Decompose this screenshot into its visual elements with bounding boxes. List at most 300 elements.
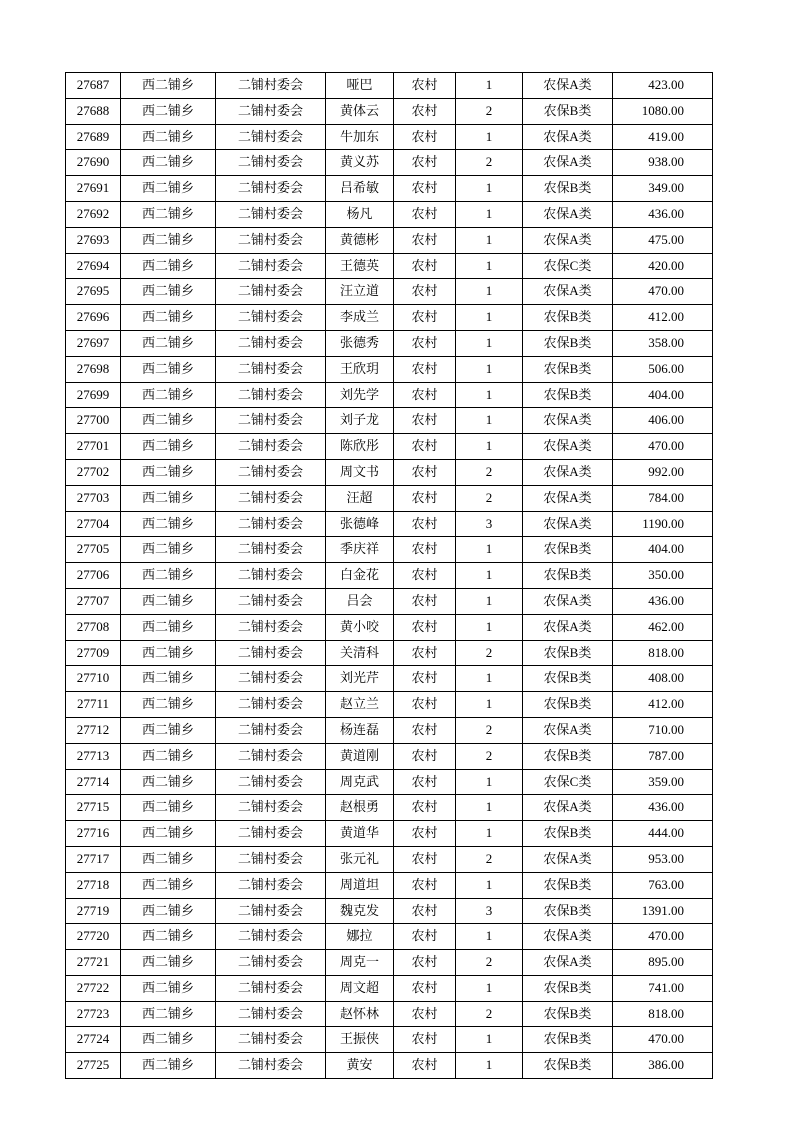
cell-amount: 419.00	[613, 124, 713, 150]
cell-amount: 350.00	[613, 563, 713, 589]
cell-category: 农保A类	[523, 795, 613, 821]
cell-village: 二铺村委会	[216, 253, 326, 279]
cell-name: 汪超	[326, 485, 394, 511]
table-row	[66, 924, 713, 950]
table-row	[66, 330, 713, 356]
cell-name: 黄道刚	[326, 743, 394, 769]
cell-township: 西二铺乡	[121, 176, 216, 202]
cell-township: 西二铺乡	[121, 640, 216, 666]
cell-category: 农保A类	[523, 124, 613, 150]
cell-count: 1	[456, 73, 523, 99]
cell-count: 1	[456, 769, 523, 795]
cell-category: 农保B类	[523, 975, 613, 1001]
cell-count: 1	[456, 356, 523, 382]
cell-name: 黄德彬	[326, 227, 394, 253]
cell-name: 黄安	[326, 1053, 394, 1079]
cell-category: 农保B类	[523, 176, 613, 202]
cell-amount: 462.00	[613, 614, 713, 640]
cell-amount: 953.00	[613, 846, 713, 872]
cell-amount: 358.00	[613, 330, 713, 356]
cell-village: 二铺村委会	[216, 330, 326, 356]
cell-village: 二铺村委会	[216, 434, 326, 460]
cell-type: 农村	[394, 898, 456, 924]
cell-serial: 27697	[66, 330, 121, 356]
cell-category: 农保A类	[523, 408, 613, 434]
cell-type: 农村	[394, 614, 456, 640]
cell-count: 1	[456, 176, 523, 202]
cell-type: 农村	[394, 666, 456, 692]
cell-name: 杨凡	[326, 201, 394, 227]
table-row	[66, 769, 713, 795]
cell-amount: 423.00	[613, 73, 713, 99]
cell-category: 农保A类	[523, 485, 613, 511]
table-row	[66, 485, 713, 511]
table-row	[66, 950, 713, 976]
table-row	[66, 537, 713, 563]
cell-serial: 27700	[66, 408, 121, 434]
cell-village: 二铺村委会	[216, 73, 326, 99]
cell-type: 农村	[394, 408, 456, 434]
cell-count: 1	[456, 975, 523, 1001]
cell-village: 二铺村委会	[216, 356, 326, 382]
cell-amount: 404.00	[613, 382, 713, 408]
cell-serial: 27702	[66, 459, 121, 485]
cell-serial: 27717	[66, 846, 121, 872]
cell-count: 2	[456, 950, 523, 976]
cell-village: 二铺村委会	[216, 98, 326, 124]
cell-count: 1	[456, 408, 523, 434]
cell-serial: 27693	[66, 227, 121, 253]
cell-amount: 470.00	[613, 924, 713, 950]
table-row	[66, 743, 713, 769]
cell-type: 农村	[394, 563, 456, 589]
cell-type: 农村	[394, 227, 456, 253]
cell-category: 农保B类	[523, 305, 613, 331]
cell-type: 农村	[394, 434, 456, 460]
cell-serial: 27708	[66, 614, 121, 640]
cell-village: 二铺村委会	[216, 408, 326, 434]
cell-type: 农村	[394, 924, 456, 950]
table-row	[66, 614, 713, 640]
table-row	[66, 1053, 713, 1079]
cell-township: 西二铺乡	[121, 1027, 216, 1053]
cell-count: 1	[456, 563, 523, 589]
cell-type: 农村	[394, 150, 456, 176]
cell-serial: 27705	[66, 537, 121, 563]
cell-village: 二铺村委会	[216, 769, 326, 795]
cell-category: 农保B类	[523, 692, 613, 718]
cell-township: 西二铺乡	[121, 614, 216, 640]
cell-amount: 784.00	[613, 485, 713, 511]
cell-serial: 27701	[66, 434, 121, 460]
cell-name: 牛加东	[326, 124, 394, 150]
cell-village: 二铺村委会	[216, 305, 326, 331]
cell-type: 农村	[394, 382, 456, 408]
cell-village: 二铺村委会	[216, 666, 326, 692]
cell-township: 西二铺乡	[121, 537, 216, 563]
cell-count: 1	[456, 692, 523, 718]
cell-type: 农村	[394, 201, 456, 227]
cell-village: 二铺村委会	[216, 279, 326, 305]
cell-serial: 27713	[66, 743, 121, 769]
cell-category: 农保A类	[523, 434, 613, 460]
cell-type: 农村	[394, 253, 456, 279]
table-row	[66, 150, 713, 176]
cell-category: 农保B类	[523, 640, 613, 666]
cell-category: 农保A类	[523, 279, 613, 305]
table-row	[66, 227, 713, 253]
cell-name: 赵立兰	[326, 692, 394, 718]
cell-category: 农保A类	[523, 717, 613, 743]
cell-name: 周克一	[326, 950, 394, 976]
cell-township: 西二铺乡	[121, 253, 216, 279]
cell-amount: 938.00	[613, 150, 713, 176]
cell-name: 白金花	[326, 563, 394, 589]
cell-serial: 27714	[66, 769, 121, 795]
cell-village: 二铺村委会	[216, 640, 326, 666]
table-row	[66, 434, 713, 460]
cell-village: 二铺村委会	[216, 485, 326, 511]
cell-serial: 27722	[66, 975, 121, 1001]
cell-serial: 27704	[66, 511, 121, 537]
cell-amount: 470.00	[613, 1027, 713, 1053]
cell-amount: 475.00	[613, 227, 713, 253]
cell-township: 西二铺乡	[121, 434, 216, 460]
table-row	[66, 124, 713, 150]
cell-count: 1	[456, 253, 523, 279]
cell-count: 1	[456, 201, 523, 227]
cell-category: 农保A类	[523, 227, 613, 253]
cell-name: 黄义苏	[326, 150, 394, 176]
cell-count: 1	[456, 872, 523, 898]
cell-name: 魏克发	[326, 898, 394, 924]
table-row	[66, 692, 713, 718]
cell-village: 二铺村委会	[216, 1053, 326, 1079]
cell-township: 西二铺乡	[121, 279, 216, 305]
cell-amount: 1080.00	[613, 98, 713, 124]
cell-name: 王振侠	[326, 1027, 394, 1053]
cell-serial: 27691	[66, 176, 121, 202]
table-row	[66, 98, 713, 124]
cell-category: 农保A类	[523, 846, 613, 872]
cell-village: 二铺村委会	[216, 950, 326, 976]
cell-village: 二铺村委会	[216, 537, 326, 563]
cell-type: 农村	[394, 795, 456, 821]
cell-amount: 436.00	[613, 588, 713, 614]
cell-village: 二铺村委会	[216, 459, 326, 485]
table-row	[66, 408, 713, 434]
cell-serial: 27709	[66, 640, 121, 666]
cell-township: 西二铺乡	[121, 588, 216, 614]
cell-township: 西二铺乡	[121, 821, 216, 847]
cell-serial: 27698	[66, 356, 121, 382]
cell-name: 赵怀林	[326, 1001, 394, 1027]
cell-serial: 27724	[66, 1027, 121, 1053]
table-row	[66, 563, 713, 589]
table-row	[66, 1027, 713, 1053]
cell-serial: 27687	[66, 73, 121, 99]
cell-category: 农保A类	[523, 459, 613, 485]
cell-serial: 27696	[66, 305, 121, 331]
cell-category: 农保B类	[523, 330, 613, 356]
cell-township: 西二铺乡	[121, 73, 216, 99]
cell-village: 二铺村委会	[216, 975, 326, 1001]
cell-township: 西二铺乡	[121, 201, 216, 227]
cell-count: 1	[456, 795, 523, 821]
cell-count: 1	[456, 434, 523, 460]
table-row	[66, 1001, 713, 1027]
cell-township: 西二铺乡	[121, 227, 216, 253]
cell-village: 二铺村委会	[216, 150, 326, 176]
cell-type: 农村	[394, 821, 456, 847]
pension-roster-table	[65, 72, 713, 1079]
table-row	[66, 898, 713, 924]
cell-serial: 27692	[66, 201, 121, 227]
cell-count: 1	[456, 124, 523, 150]
cell-serial: 27719	[66, 898, 121, 924]
cell-township: 西二铺乡	[121, 330, 216, 356]
cell-township: 西二铺乡	[121, 692, 216, 718]
cell-amount: 818.00	[613, 1001, 713, 1027]
cell-type: 农村	[394, 769, 456, 795]
cell-serial: 27723	[66, 1001, 121, 1027]
cell-count: 2	[456, 743, 523, 769]
cell-village: 二铺村委会	[216, 821, 326, 847]
cell-category: 农保C类	[523, 253, 613, 279]
cell-type: 农村	[394, 485, 456, 511]
table-sheet	[65, 72, 712, 1079]
cell-township: 西二铺乡	[121, 356, 216, 382]
table-row	[66, 640, 713, 666]
cell-category: 农保B类	[523, 537, 613, 563]
cell-name: 李成兰	[326, 305, 394, 331]
cell-township: 西二铺乡	[121, 511, 216, 537]
cell-type: 农村	[394, 640, 456, 666]
cell-amount: 349.00	[613, 176, 713, 202]
cell-count: 1	[456, 666, 523, 692]
cell-township: 西二铺乡	[121, 382, 216, 408]
cell-township: 西二铺乡	[121, 408, 216, 434]
cell-amount: 359.00	[613, 769, 713, 795]
cell-village: 二铺村委会	[216, 201, 326, 227]
cell-type: 农村	[394, 1027, 456, 1053]
cell-amount: 741.00	[613, 975, 713, 1001]
cell-township: 西二铺乡	[121, 150, 216, 176]
cell-amount: 506.00	[613, 356, 713, 382]
cell-serial: 27720	[66, 924, 121, 950]
cell-serial: 27721	[66, 950, 121, 976]
cell-village: 二铺村委会	[216, 176, 326, 202]
cell-category: 农保B类	[523, 743, 613, 769]
cell-amount: 787.00	[613, 743, 713, 769]
table-row	[66, 176, 713, 202]
cell-category: 农保B类	[523, 898, 613, 924]
cell-count: 2	[456, 846, 523, 872]
cell-type: 农村	[394, 279, 456, 305]
cell-village: 二铺村委会	[216, 872, 326, 898]
table-row	[66, 459, 713, 485]
cell-village: 二铺村委会	[216, 795, 326, 821]
cell-amount: 444.00	[613, 821, 713, 847]
table-row	[66, 356, 713, 382]
cell-name: 刘先学	[326, 382, 394, 408]
cell-name: 黄小咬	[326, 614, 394, 640]
cell-category: 农保B类	[523, 666, 613, 692]
cell-village: 二铺村委会	[216, 717, 326, 743]
cell-serial: 27707	[66, 588, 121, 614]
cell-serial: 27688	[66, 98, 121, 124]
cell-name: 哑巴	[326, 73, 394, 99]
cell-township: 西二铺乡	[121, 950, 216, 976]
cell-amount: 992.00	[613, 459, 713, 485]
cell-township: 西二铺乡	[121, 485, 216, 511]
cell-amount: 1190.00	[613, 511, 713, 537]
cell-name: 黄道华	[326, 821, 394, 847]
cell-township: 西二铺乡	[121, 924, 216, 950]
cell-count: 1	[456, 1053, 523, 1079]
cell-township: 西二铺乡	[121, 459, 216, 485]
cell-township: 西二铺乡	[121, 846, 216, 872]
cell-name: 张元礼	[326, 846, 394, 872]
cell-type: 农村	[394, 98, 456, 124]
table-row	[66, 253, 713, 279]
cell-category: 农保A类	[523, 150, 613, 176]
cell-type: 农村	[394, 950, 456, 976]
cell-village: 二铺村委会	[216, 124, 326, 150]
cell-count: 2	[456, 485, 523, 511]
cell-name: 关清科	[326, 640, 394, 666]
cell-amount: 412.00	[613, 692, 713, 718]
cell-serial: 27689	[66, 124, 121, 150]
cell-township: 西二铺乡	[121, 563, 216, 589]
cell-serial: 27712	[66, 717, 121, 743]
cell-name: 刘子龙	[326, 408, 394, 434]
cell-amount: 412.00	[613, 305, 713, 331]
cell-count: 2	[456, 717, 523, 743]
cell-category: 农保A类	[523, 73, 613, 99]
cell-serial: 27725	[66, 1053, 121, 1079]
table-row	[66, 511, 713, 537]
cell-township: 西二铺乡	[121, 795, 216, 821]
cell-type: 农村	[394, 846, 456, 872]
cell-township: 西二铺乡	[121, 769, 216, 795]
cell-township: 西二铺乡	[121, 717, 216, 743]
cell-village: 二铺村委会	[216, 227, 326, 253]
cell-type: 农村	[394, 1053, 456, 1079]
cell-name: 王欣玥	[326, 356, 394, 382]
cell-serial: 27703	[66, 485, 121, 511]
cell-name: 娜拉	[326, 924, 394, 950]
cell-category: 农保A类	[523, 511, 613, 537]
cell-name: 杨连磊	[326, 717, 394, 743]
cell-name: 吕希敏	[326, 176, 394, 202]
table-row	[66, 201, 713, 227]
cell-type: 农村	[394, 176, 456, 202]
cell-count: 2	[456, 1001, 523, 1027]
cell-name: 汪立道	[326, 279, 394, 305]
table-row	[66, 717, 713, 743]
cell-township: 西二铺乡	[121, 1053, 216, 1079]
cell-name: 周文超	[326, 975, 394, 1001]
cell-amount: 406.00	[613, 408, 713, 434]
cell-count: 1	[456, 227, 523, 253]
cell-category: 农保B类	[523, 382, 613, 408]
table-body	[66, 73, 713, 1079]
cell-serial: 27706	[66, 563, 121, 589]
cell-name: 陈欣彤	[326, 434, 394, 460]
cell-serial: 27699	[66, 382, 121, 408]
table-row	[66, 305, 713, 331]
cell-township: 西二铺乡	[121, 305, 216, 331]
cell-count: 2	[456, 150, 523, 176]
cell-category: 农保A类	[523, 201, 613, 227]
cell-amount: 895.00	[613, 950, 713, 976]
cell-serial: 27710	[66, 666, 121, 692]
cell-count: 1	[456, 614, 523, 640]
cell-count: 1	[456, 279, 523, 305]
cell-township: 西二铺乡	[121, 1001, 216, 1027]
cell-amount: 470.00	[613, 279, 713, 305]
cell-count: 1	[456, 588, 523, 614]
cell-village: 二铺村委会	[216, 382, 326, 408]
cell-count: 2	[456, 640, 523, 666]
cell-name: 季庆祥	[326, 537, 394, 563]
cell-township: 西二铺乡	[121, 898, 216, 924]
cell-township: 西二铺乡	[121, 743, 216, 769]
cell-count: 1	[456, 537, 523, 563]
cell-count: 2	[456, 98, 523, 124]
cell-township: 西二铺乡	[121, 666, 216, 692]
cell-amount: 386.00	[613, 1053, 713, 1079]
cell-type: 农村	[394, 73, 456, 99]
cell-type: 农村	[394, 1001, 456, 1027]
cell-type: 农村	[394, 717, 456, 743]
cell-category: 农保B类	[523, 1053, 613, 1079]
table-row	[66, 279, 713, 305]
table-row	[66, 73, 713, 99]
cell-serial: 27695	[66, 279, 121, 305]
cell-category: 农保B类	[523, 356, 613, 382]
cell-serial: 27690	[66, 150, 121, 176]
cell-category: 农保B类	[523, 1001, 613, 1027]
cell-township: 西二铺乡	[121, 872, 216, 898]
cell-name: 王德英	[326, 253, 394, 279]
cell-category: 农保B类	[523, 563, 613, 589]
cell-name: 刘光芹	[326, 666, 394, 692]
cell-count: 1	[456, 821, 523, 847]
cell-type: 农村	[394, 588, 456, 614]
cell-name: 周克武	[326, 769, 394, 795]
table-row	[66, 666, 713, 692]
cell-serial: 27694	[66, 253, 121, 279]
cell-village: 二铺村委会	[216, 692, 326, 718]
cell-name: 周文书	[326, 459, 394, 485]
cell-category: 农保A类	[523, 614, 613, 640]
cell-category: 农保A类	[523, 588, 613, 614]
cell-village: 二铺村委会	[216, 511, 326, 537]
table-row	[66, 588, 713, 614]
cell-type: 农村	[394, 124, 456, 150]
cell-type: 农村	[394, 356, 456, 382]
cell-name: 吕会	[326, 588, 394, 614]
cell-village: 二铺村委会	[216, 898, 326, 924]
cell-village: 二铺村委会	[216, 588, 326, 614]
cell-village: 二铺村委会	[216, 846, 326, 872]
cell-category: 农保B类	[523, 1027, 613, 1053]
cell-category: 农保B类	[523, 872, 613, 898]
table-row	[66, 821, 713, 847]
cell-amount: 420.00	[613, 253, 713, 279]
